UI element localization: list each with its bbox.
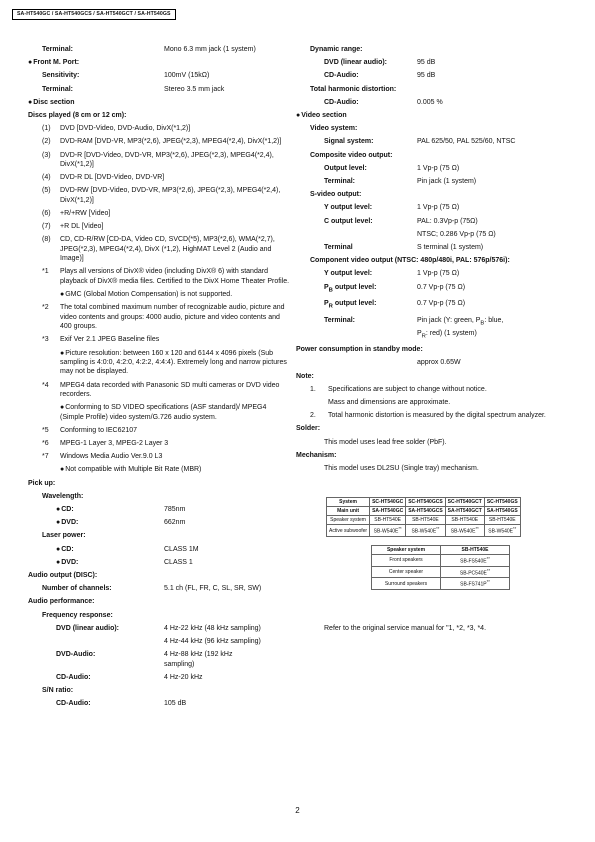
table-row: Surround speakers SB-FS741P**: [372, 578, 510, 590]
page-number: 2: [295, 806, 300, 815]
table-row: System SC-HT540GC SC-HT540GCS SC-HT540GCT SC-HT540GS: [327, 498, 521, 507]
spec-row: [28, 545, 290, 554]
spec-value: 95 dB: [417, 59, 436, 67]
list-item: (5) DVD-RW [DVD-Video, DVD-VR, MP3(*2,6), JPEG(*2,3), MPEG4(*2,4), DivX(*1,2)]: [42, 187, 281, 204]
spec-label: CD-Audio:: [324, 72, 359, 80]
spec-row: [296, 98, 581, 107]
footnote: *7 Windows Media Audio Ver.9.0 L3: [42, 453, 163, 461]
spec-value: 4 Hz-44 kHz (96 kHz sampling): [164, 637, 261, 645]
subsection-heading: Frequency response:: [42, 611, 113, 619]
spec-label: Terminal:: [42, 46, 73, 53]
footnote: *1 Plays all versions of DivX® video (including DivX® 6) with standard playback of DivX® media files. Certified to the DivX Home Theater Profile.: [42, 268, 290, 285]
spec-row: [28, 558, 290, 567]
spec-row: [28, 584, 290, 593]
spec-value: S terminal (1 system): [417, 244, 484, 252]
spec-value: 4 Hz-88 kHz (192 kHz sampling): [164, 651, 233, 668]
spec-label: CD-Audio:: [324, 98, 359, 106]
spec-label: $P_R$ output level:: [324, 300, 377, 310]
footnote-list: [28, 267, 290, 474]
spec-row: [28, 637, 290, 646]
spec-value: 1 Vp-p (75 Ω): [417, 204, 460, 212]
list-item: (3) DVD-R [DVD-Video, DVD-VR, MP3(*2,6), JPEG(*2,3), MPEG4(*2,4), DivX(*1,2)]: [42, 151, 274, 169]
spec-row: [296, 203, 581, 212]
subsection-heading: Component video output (NTSC: 480p/480i, PAL: 576p/576i):: [310, 257, 510, 265]
spec-row: [296, 269, 581, 278]
footnote: *2 The total combined maximum number of recognizable audio, picture and video contents and groups: 4000 audio, picture and video contents and 400 groups.: [42, 304, 285, 331]
spec-row: [296, 299, 581, 312]
spec-value: Stereo 3.5 mm jack: [164, 85, 225, 93]
right-column: [296, 45, 581, 637]
spec-label: Signal system:: [324, 138, 374, 146]
spec-value: 662nm: [164, 519, 186, 527]
mechanism-text: This model uses DL2SU (Single tray) mechanism.: [324, 465, 479, 473]
spec-label: $P_B$ output level:: [324, 283, 377, 294]
speaker-table: [371, 545, 510, 590]
list-item: (2) DVD-RAM [DVD-VR, MP3(*2,6), JPEG(*2,3), MPEG4(*2,4), DivX(*1,2)]: [42, 138, 282, 146]
spec-row: [296, 164, 581, 173]
section-heading: Mechanism:: [296, 451, 337, 459]
table-row: Active subwoofer SB-W540E** SB-W540E** SB-W540E** SB-W540E**: [327, 525, 521, 537]
list-item: (7) +R DL [Video]: [42, 223, 104, 231]
list-item: (1) DVD [DVD-Video, DVD-Audio, DivX(*1,2)]: [42, 125, 191, 133]
subsection-heading: S-video output:: [310, 191, 362, 199]
disc-list: [28, 124, 290, 263]
left-column: [28, 45, 290, 712]
spec-row: [28, 85, 290, 94]
list-item: (8) CD, CD-R/RW [CD-DA, Video CD, SVCD(*5), MP3(*2,6), WMA(*2,7), JPEG(*2,3), MPEG4(*2,4), DivX (*1,2), HighMAT Level 2 (Audio and Image)]: [42, 236, 275, 263]
spec-value: 0.7 Vp-p (75 Ω): [417, 300, 466, 308]
spec-value: 4 Hz-22 kHz (48 kHz sampling): [164, 624, 261, 632]
spec-label: Sensitivity:: [42, 72, 80, 80]
spec-value: 95 dB: [417, 72, 436, 80]
spec-label: ● CD:: [56, 545, 164, 554]
section-heading: Pick up:: [28, 479, 56, 487]
spec-row: [28, 71, 290, 80]
footnote: ● Not compatible with Multiple Bit Rate (MBR): [42, 465, 290, 474]
spec-row: [296, 137, 581, 146]
spec-value: 1 Vp-p (75 Ω): [417, 164, 460, 172]
section-heading: Audio performance:: [28, 598, 95, 606]
spec-label: ● DVD:: [56, 518, 164, 527]
spec-value: 1 Vp-p (75 Ω): [417, 270, 460, 278]
spec-value: 5.1 ch (FL, FR, C, SL, SR, SW): [164, 585, 262, 593]
spec-value: 0.7 Vp-p (75 Ω): [417, 283, 466, 291]
spec-row: [296, 230, 581, 239]
spec-label: CD-Audio:: [56, 700, 91, 708]
spec-row: [28, 673, 290, 682]
spec-row: [296, 177, 581, 186]
spec-value: 105 dB: [164, 700, 187, 708]
section-heading: Power consumption in standby mode:: [296, 346, 423, 354]
footnote: ● GMC (Global Motion Compensation) is not supported.: [42, 290, 290, 299]
spec-value: Pin jack (1 system): [417, 178, 477, 186]
spec-value: 785nm: [164, 505, 186, 513]
table-row: Speaker system SB-HT540E: [372, 546, 510, 555]
subsection-heading: Dynamic range:: [310, 46, 363, 53]
footnote: *4 MPEG4 data recorded with Panasonic SD multi cameras or DVD video recorders.: [42, 381, 280, 398]
spec-value: 0.005 %: [417, 98, 443, 106]
spec-row: [28, 624, 290, 633]
spec-label: DVD-Audio:: [56, 651, 96, 659]
spec-label: ● DVD:: [56, 558, 164, 567]
table-row: Speaker system SB-HT540E SB-HT540E SB-HT540E SB-HT540E: [327, 516, 521, 525]
section-heading: ● Disc section: [28, 98, 290, 107]
spec-row: [296, 316, 581, 342]
footnote: *6 MPEG-1 Layer 3, MPEG-2 Layer 3: [42, 439, 169, 447]
list-item: (4) DVD-R DL [DVD-Video, DVD-VR]: [42, 174, 165, 182]
spec-value: NTSC; 0.286 Vp-p (75 Ω): [417, 230, 496, 238]
note-item: 1. Specifications are subject to change without notice. Mass and dimensions are approximate.: [310, 385, 487, 407]
power-value: approx 0.65W: [417, 359, 461, 367]
spec-label: Terminal: [324, 244, 353, 252]
spec-row: [296, 283, 581, 296]
spec-label: Y output level:: [324, 270, 373, 278]
section-heading: Note:: [296, 372, 314, 380]
spec-label: Output level:: [324, 164, 367, 172]
spec-value: Pin jack (Y: green, $P_B$: blue, $P_R$: red) (1 system): [417, 316, 504, 340]
section-heading: ● Front M. Port:: [28, 58, 290, 67]
footnote: *3 Exif Ver 2.1 JPEG Baseline files: [42, 336, 160, 344]
spec-row: [28, 45, 290, 54]
spec-value: 4 Hz-20 kHz: [164, 673, 203, 681]
model-header: SA-HT540GC / SA-HT540GCS / SA-HT540GCT / SA-HT540GS: [12, 9, 176, 20]
refer-note: Refer to the original service manual for "1, *2, *3, *4.: [324, 625, 487, 633]
spec-value: Mono 6.3 mm jack (1 system): [164, 46, 256, 53]
spec-label: CD-Audio:: [56, 673, 91, 681]
table-row: Center speaker SB-PC540E**: [372, 566, 510, 578]
section-heading: Audio output (DISC):: [28, 571, 98, 579]
spec-label: ● CD:: [56, 505, 164, 514]
spec-row: [28, 505, 290, 514]
spec-row: [296, 217, 581, 226]
subsection-heading: Composite video output:: [310, 151, 393, 159]
spec-row: [296, 58, 581, 67]
subsection-heading: Wavelength:: [42, 492, 84, 500]
spec-value: 100mV (15kΩ): [164, 72, 210, 80]
table-row: Main unit SA-HT540GC SA-HT540GCS SA-HT540GCT SA-HT540GS: [327, 507, 521, 516]
system-table: [326, 497, 521, 537]
subsection-heading: Laser power:: [42, 532, 86, 540]
note-item: 2. Total harmonic distortion is measured by the digital spectrum analyzer.: [310, 412, 546, 420]
subsection-heading: S/N ratio:: [42, 687, 74, 694]
section-heading: Solder:: [296, 425, 321, 433]
section-heading: ● Video section: [296, 111, 581, 120]
table-row: Front speakers SB-FS540E**: [372, 555, 510, 567]
spec-row: [28, 699, 290, 708]
solder-text: This model uses lead free solder (PbF).: [324, 438, 447, 446]
spec-label: DVD (linear audio):: [56, 624, 120, 632]
footnote: ● Picture resolution: between 160 x 120 and 6144 x 4096 pixels (Sub sampling is 4:0:0, 4:2:0, 4:2:2, 4:4:4). Extremely long and narrow pictures may not be displayed.: [42, 349, 290, 377]
spec-value: PAL: 0.3Vp-p (75Ω): [417, 217, 478, 225]
footnote: ● Conforming to SD VIDEO specifications (ASF standard)/ MPEG4 (Simple Profile) video system/G.726 audio system.: [42, 403, 290, 422]
list-item: (6) +R/+RW [Video]: [42, 210, 111, 218]
subsection-heading: Total harmonic distortion:: [310, 85, 397, 93]
spec-row: [28, 650, 290, 669]
subsection-heading: Discs played (8 cm or 12 cm):: [28, 112, 127, 120]
spec-value: CLASS 1: [164, 558, 193, 566]
spec-label: DVD (linear audio):: [324, 59, 388, 67]
spec-value: PAL 625/50, PAL 525/60, NTSC: [417, 138, 516, 146]
spec-label: Y output level:: [324, 204, 373, 212]
spec-label: C output level:: [324, 217, 373, 225]
spec-label: Terminal:: [324, 178, 355, 186]
spec-label: Number of channels:: [42, 585, 112, 593]
footnote: *5 Conforming to IEC62107: [42, 426, 138, 434]
spec-row: [28, 518, 290, 527]
spec-label: Terminal:: [42, 85, 73, 93]
spec-row: [296, 243, 581, 252]
spec-label: Terminal:: [324, 316, 355, 324]
subsection-heading: Video system:: [310, 125, 358, 133]
spec-row: [296, 71, 581, 80]
spec-value: CLASS 1M: [164, 545, 199, 553]
